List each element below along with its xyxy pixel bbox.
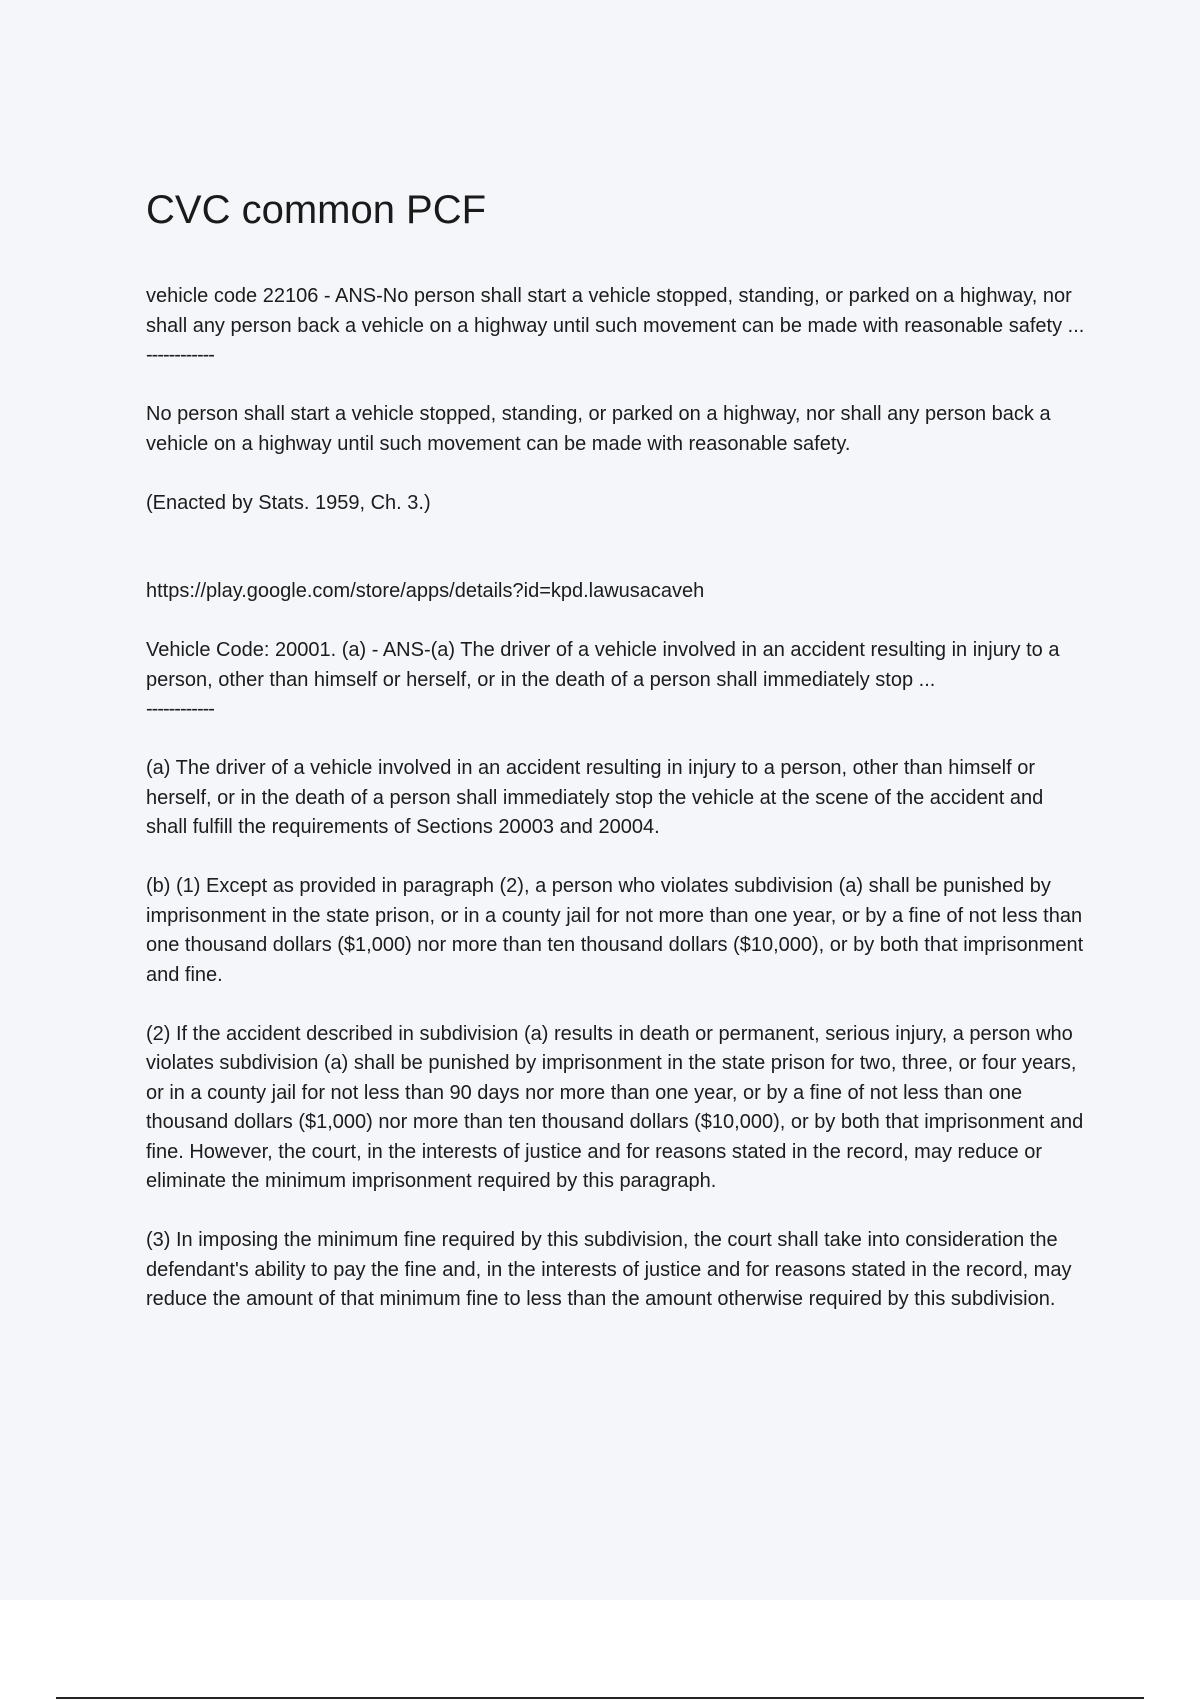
entry-question: Vehicle Code: 20001. (a) - ANS-(a) The driver of a vehicle involved in an accident resulting in injury to a person, other than himself or herself, or in the death of a person shall immediately stop ... (146, 639, 1060, 691)
spacer (146, 607, 1086, 637)
spacer (146, 371, 1086, 401)
document-content (146, 182, 1086, 1315)
spacer (146, 843, 1086, 873)
entry-question: vehicle code 22106 - ANS-No person shall start a vehicle stopped, standing, or parked on a highway, nor shall any person back a vehicle on a highway until such movement can be made with reasonable safety ... (146, 285, 1085, 337)
app-link[interactable]: https://play.google.com/store/apps/details?id=kpd.lawusacaveh (146, 580, 705, 602)
paragraph-2: (2) If the accident described in subdivision (a) results in death or permanent, serious injury, a person who violates subdivision (a) shall be punished by imprisonment in the state prison for two, three, or four years, or in a county jail for not less than 90 days nor more than one year, or by a fine of not less than one thousand dollars ($1,000) nor more than ten thousand dollars ($10,000), or by both that imprisonment and fine. However, the court, in the interests of justice and for reasons stated in the record, may reduce or eliminate the minimum imprisonment required by this paragraph. (146, 1022, 1084, 1192)
entry-body: No person shall start a vehicle stopped, standing, or parked on a highway, nor shall any person back a vehicle on a highway until such movement can be made with reasonable safety. (146, 403, 1051, 455)
document-title: CVC common PCF (146, 188, 487, 232)
spacer (146, 518, 1086, 577)
paragraph-a: (a) The driver of a vehicle involved in an accident resulting in injury to a person, other than himself or herself, or in the death of a person shall immediately stop the vehicle at the scene of the accident and shall fulfill the requirements of Sections 20003 and 20004. (146, 757, 1044, 838)
entry-separator: ------------ (146, 698, 214, 720)
footer-divider (56, 1697, 1144, 1699)
paragraph-b1: (b) (1) Except as provided in paragraph (2), a person who violates subdivision (a) shall be punished by imprisonment in the state prison, or in a county jail for not more than one year, or by a fine of not less than one thousand dollars ($1,000) nor more than ten thousand dollars ($10,000), or by both that imprisonment and fine. (146, 875, 1084, 986)
spacer (146, 459, 1086, 489)
spacer (146, 1197, 1086, 1227)
entry-separator: ------------ (146, 344, 214, 366)
spacer (146, 725, 1086, 755)
paragraph-3: (3) In imposing the minimum fine required by this subdivision, the court shall take into consideration the defendant's ability to pay the fine and, in the interests of justice and for reasons stated in the record, may reduce the amount of that minimum fine to less than the amount otherwise required by this subdivision. (146, 1229, 1072, 1310)
spacer (146, 990, 1086, 1020)
entry-enacted-note: (Enacted by Stats. 1959, Ch. 3.) (146, 491, 431, 514)
